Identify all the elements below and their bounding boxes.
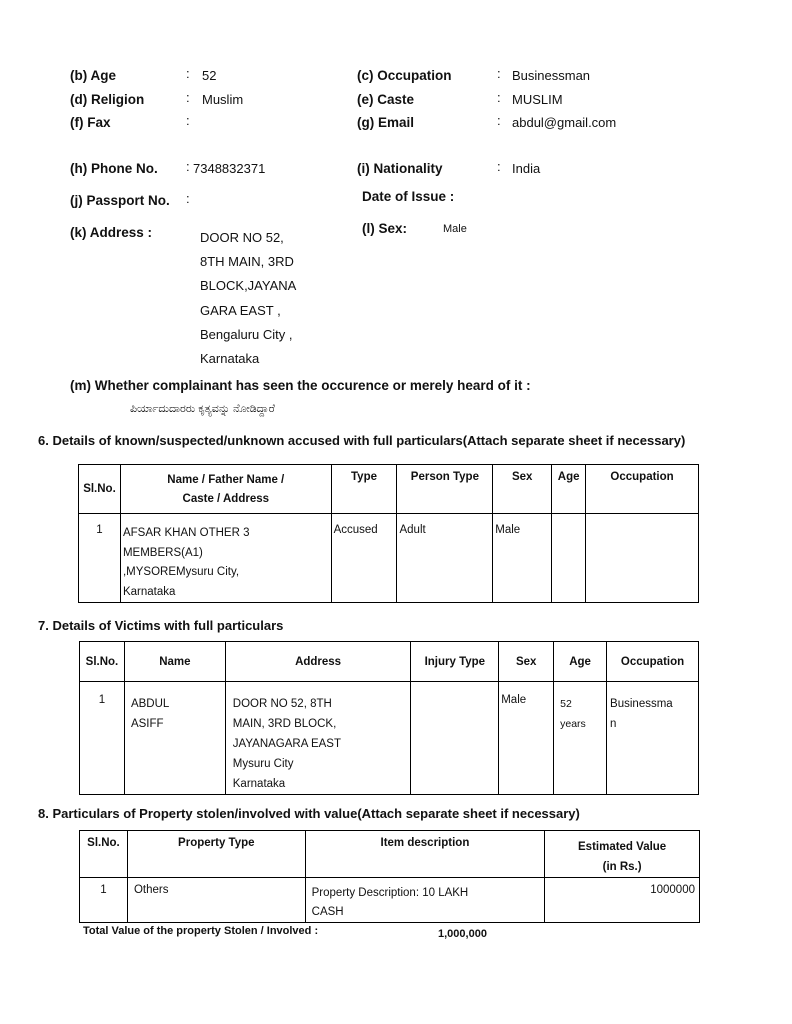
col-header-slno: Sl.No. [79, 465, 121, 514]
col-header-name: Name / Father Name / Caste / Address [120, 465, 331, 514]
victims-table [79, 641, 699, 795]
col-header-occupation: Occupation [607, 642, 699, 682]
col-header-estimated-value: Estimated Value (in Rs.) [545, 831, 700, 878]
cell-occupation [586, 514, 699, 603]
colon: : [497, 159, 501, 174]
sex-label: (l) Sex: [362, 221, 408, 236]
sex-value: Male [443, 223, 467, 235]
property-table [79, 830, 700, 923]
address-label: (k) Address : [70, 225, 153, 240]
cell-item-description: Property Description: 10 LAKH CASH [305, 878, 545, 923]
col-header-injury-type: Injury Type [411, 642, 499, 682]
col-header-name: Name [124, 642, 225, 682]
col-header-sex: Sex [499, 642, 554, 682]
colon: : [186, 90, 190, 105]
caste-label: (e) Caste [357, 92, 415, 107]
colon: : [186, 113, 190, 128]
cell-slno: 1 [80, 878, 128, 923]
col-header-sex: Sex [493, 465, 552, 514]
nationality-label: (i) Nationality [357, 161, 443, 176]
col-header-type: Type [331, 465, 397, 514]
table-row [79, 514, 699, 603]
total-value-label: Total Value of the property Stolen / Involved : [83, 925, 319, 937]
cell-person-type: Adult [397, 514, 493, 603]
col-header-person-type: Person Type [397, 465, 493, 514]
total-value: 1,000,000 [438, 928, 487, 940]
col-header-occupation: Occupation [586, 465, 699, 514]
cell-sex: Male [499, 682, 554, 795]
caste-value: MUSLIM [512, 92, 563, 107]
cell-injury-type [411, 682, 499, 795]
section-7-heading: 7. Details of Victims with full particulars [38, 618, 284, 633]
cell-name: AFSAR KHAN OTHER 3 MEMBERS(A1) ,MYSOREMysuru City, Karnataka [120, 514, 331, 603]
address-line: Bengaluru City , [200, 326, 293, 342]
section-6-heading: 6. Details of known/suspected/unknown accused with full particulars(Attach separate sheet if necessary) [38, 433, 686, 448]
section-8-heading: 8. Particulars of Property stolen/involved with value(Attach separate sheet if necessary) [38, 806, 580, 821]
cell-address: DOOR NO 52, 8TH MAIN, 3RD BLOCK, JAYANAGARA EAST Mysuru City Karnataka [225, 682, 411, 795]
cell-type: Accused [331, 514, 397, 603]
cell-age [552, 514, 586, 603]
age-label: (b) Age [70, 68, 116, 83]
address-line: DOOR NO 52, [200, 230, 284, 245]
occurrence-value: ಪಿರ್ಯಾದುದಾರರು ಕೃತ್ಯವನ್ನು ನೋಡಿದ್ದಾರೆ [130, 403, 275, 415]
address-line: Karnataka [200, 351, 260, 367]
colon: : [497, 113, 501, 128]
religion-label: (d) Religion [70, 92, 145, 107]
colon: : [497, 66, 501, 81]
cell-sex: Male [493, 514, 552, 603]
cell-name: ABDUL ASIFF [124, 682, 225, 795]
nationality-value: India [512, 161, 541, 176]
cell-occupation: Businessma n [607, 682, 699, 795]
col-header-property-type: Property Type [127, 831, 305, 878]
colon: : [497, 90, 501, 105]
col-header-address: Address [225, 642, 411, 682]
cell-slno: 1 [79, 514, 121, 603]
col-header-slno: Sl.No. [80, 642, 125, 682]
col-header-item-description: Item description [305, 831, 545, 878]
col-header-slno: Sl.No. [80, 831, 128, 878]
occupation-value: Businessman [512, 68, 591, 83]
age-value: 52 [202, 68, 217, 83]
cell-property-type: Others [127, 878, 305, 923]
religion-value: Muslim [202, 92, 244, 107]
accused-table [78, 464, 699, 603]
phone-label: (h) Phone No. [70, 161, 158, 176]
address-line: GARA EAST , [200, 302, 281, 318]
table-row [80, 878, 700, 923]
colon: : [186, 66, 190, 81]
address-line: BLOCK,JAYANA [200, 278, 297, 294]
col-header-age: Age [554, 642, 607, 682]
colon: : [186, 159, 190, 174]
address-line: 8TH MAIN, 3RD [200, 254, 294, 270]
email-label: (g) Email [357, 115, 415, 130]
passport-label: (j) Passport No. [70, 193, 170, 208]
cell-slno: 1 [80, 682, 125, 795]
occurrence-label: (m) Whether complainant has seen the occurence or merely heard of it : [70, 378, 531, 393]
date-of-issue-label: Date of Issue : [362, 189, 455, 204]
phone-value: 7348832371 [193, 161, 266, 176]
col-header-age: Age [552, 465, 586, 514]
cell-estimated-value: 1000000 [545, 878, 700, 923]
colon: : [186, 191, 190, 206]
occupation-label: (c) Occupation [357, 68, 452, 83]
address-value [200, 226, 296, 371]
table-row [80, 682, 699, 795]
fax-label: (f) Fax [70, 115, 111, 130]
cell-age: 52 years [554, 682, 607, 795]
email-value: abdul@gmail.com [512, 115, 617, 130]
